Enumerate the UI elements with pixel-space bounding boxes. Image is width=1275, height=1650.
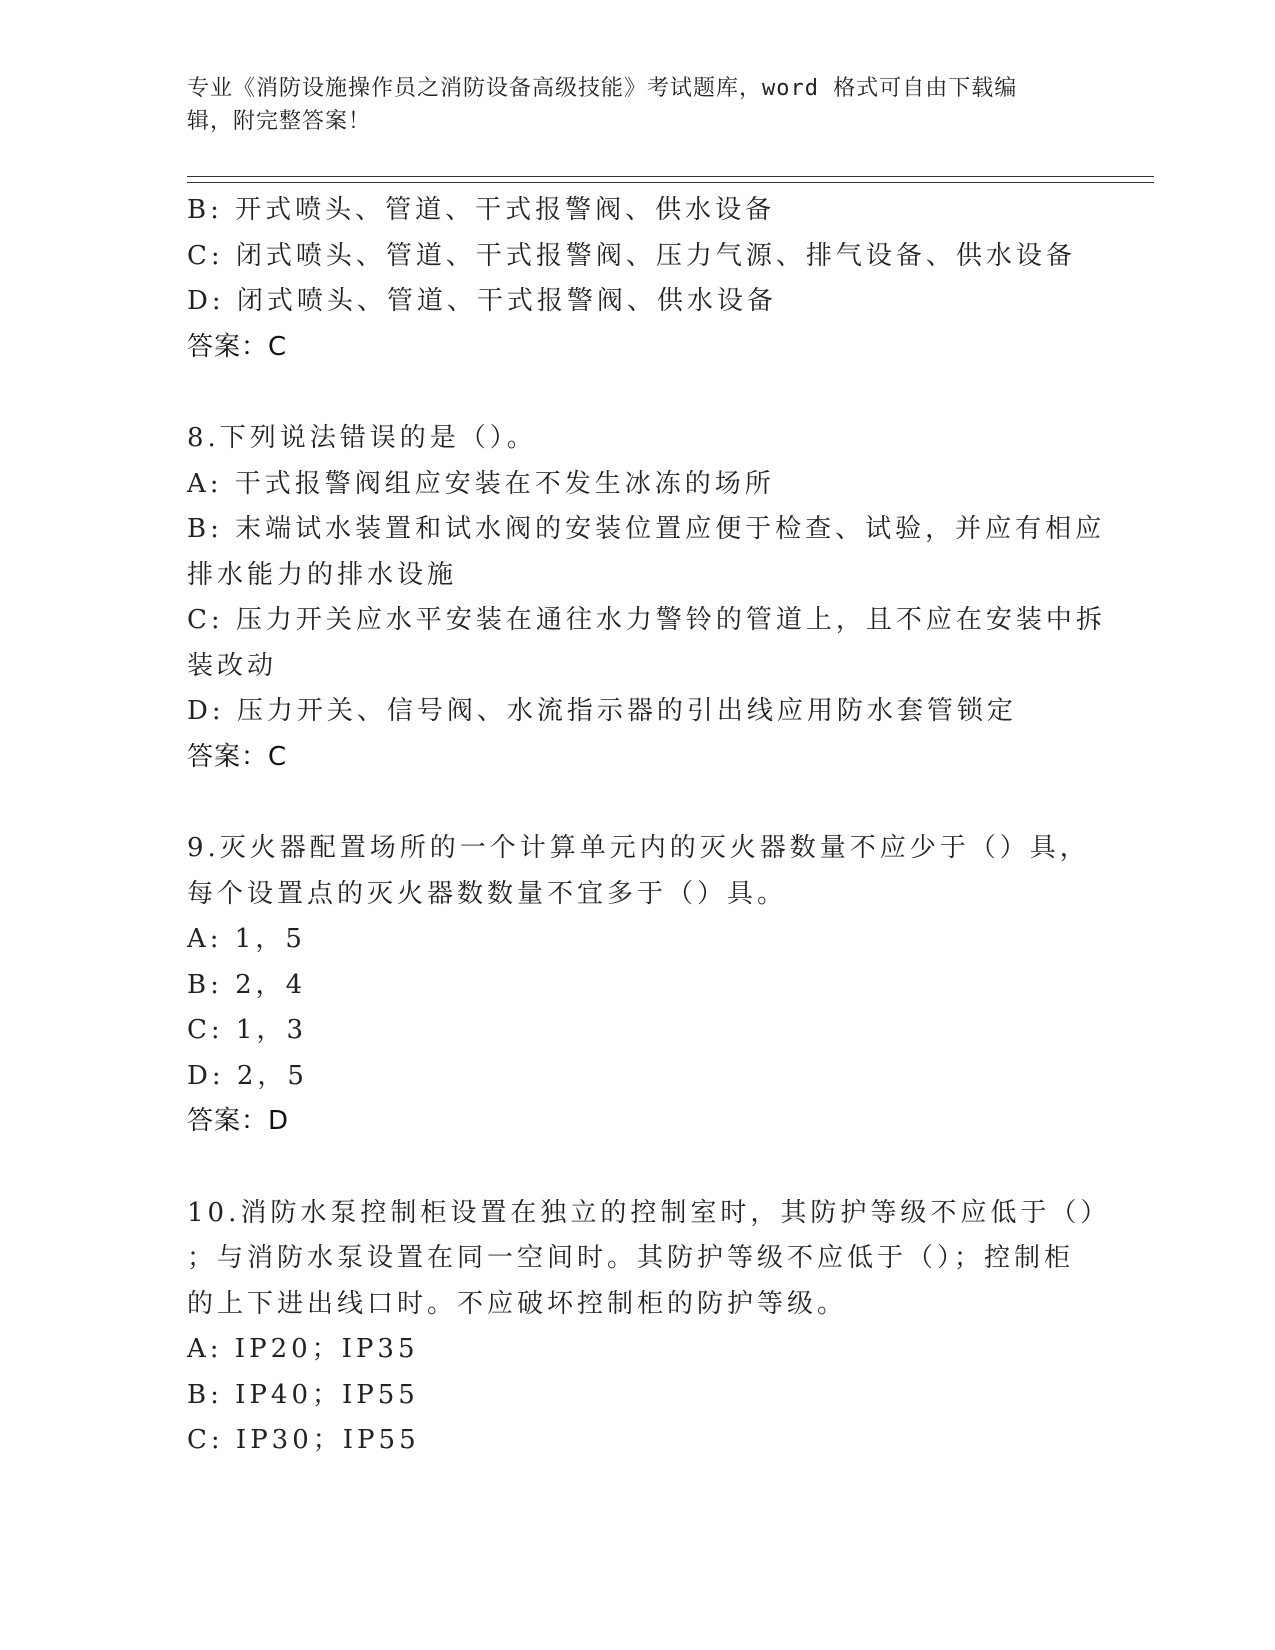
question-7-tail xyxy=(187,188,1087,370)
option-b-continued: 排水能力的排水设施 xyxy=(187,559,458,590)
question-list xyxy=(187,188,1111,1464)
header-line-1: 专业《消防设施操作员之消防设备高级技能》考试题库，word 格式可自由下载编 xyxy=(187,76,1018,101)
spacer xyxy=(187,780,1087,826)
option-d: D: 2，5 xyxy=(187,1060,308,1091)
option-d: D: 闭式喷头、管道、干式报警阀、供水设备 xyxy=(187,286,777,316)
spacer xyxy=(187,370,1087,416)
question-stem-continued: 的上下进出线口时。不应破坏控制柜的防护等级。 xyxy=(187,1288,848,1319)
header-divider-bottom xyxy=(187,182,1154,183)
option-c-continued: 装改动 xyxy=(187,650,278,681)
answer: 答案：D xyxy=(187,1106,290,1136)
spacer xyxy=(187,1145,1087,1191)
header-divider-top xyxy=(187,176,1154,177)
question-stem: 8.下列说法错误的是（）。 xyxy=(187,423,537,453)
option-b: B: IP40；IP55 xyxy=(187,1379,419,1410)
answer: 答案：C xyxy=(187,331,288,362)
option-a: A: IP20；IP35 xyxy=(187,1334,419,1364)
option-a: A: 1，5 xyxy=(187,924,306,954)
option-a: A: 干式报警阀组应安装在不发生冰冻的场所 xyxy=(187,468,775,499)
option-d: D: 压力开关、信号阀、水流指示器的引出线应用防水套管锁定 xyxy=(187,696,1017,726)
question-stem: 10.消防水泵控制柜设置在独立的控制室时，其防护等级不应低于（） xyxy=(187,1197,1111,1228)
option-c: C: 闭式喷头、管道、干式报警阀、压力气源、排气设备、供水设备 xyxy=(187,240,1076,271)
question-stem: 9.灭火器配置场所的一个计算单元内的灭火器数量不应少于（）具， xyxy=(187,833,1090,863)
question-stem-continued: ；与消防水泵设置在同一空间时。其防护等级不应低于（）；控制柜 xyxy=(187,1243,1075,1273)
option-b: B: 末端试水装置和试水阀的安装位置应便于检查、试验，并应有相应 xyxy=(187,514,1106,544)
option-c: C: 压力开关应水平安装在通往水力警铃的管道上，且不应在安装中拆 xyxy=(187,605,1106,635)
question-8 xyxy=(187,416,1106,780)
question-9 xyxy=(187,826,1090,1145)
option-b: B: 开式喷头、管道、干式报警阀、供水设备 xyxy=(187,195,776,225)
option-b: B: 2，4 xyxy=(187,969,307,1000)
option-c: C: 1，3 xyxy=(187,1015,308,1045)
document-header xyxy=(187,72,1067,138)
option-c: C: IP30；IP55 xyxy=(187,1425,420,1455)
answer: 答案：C xyxy=(187,741,288,772)
question-10 xyxy=(187,1191,1111,1464)
question-stem-continued: 每个设置点的灭火器数数量不宜多于（）具。 xyxy=(187,878,788,909)
header-line-2: 辑，附完整答案！ xyxy=(187,109,372,134)
